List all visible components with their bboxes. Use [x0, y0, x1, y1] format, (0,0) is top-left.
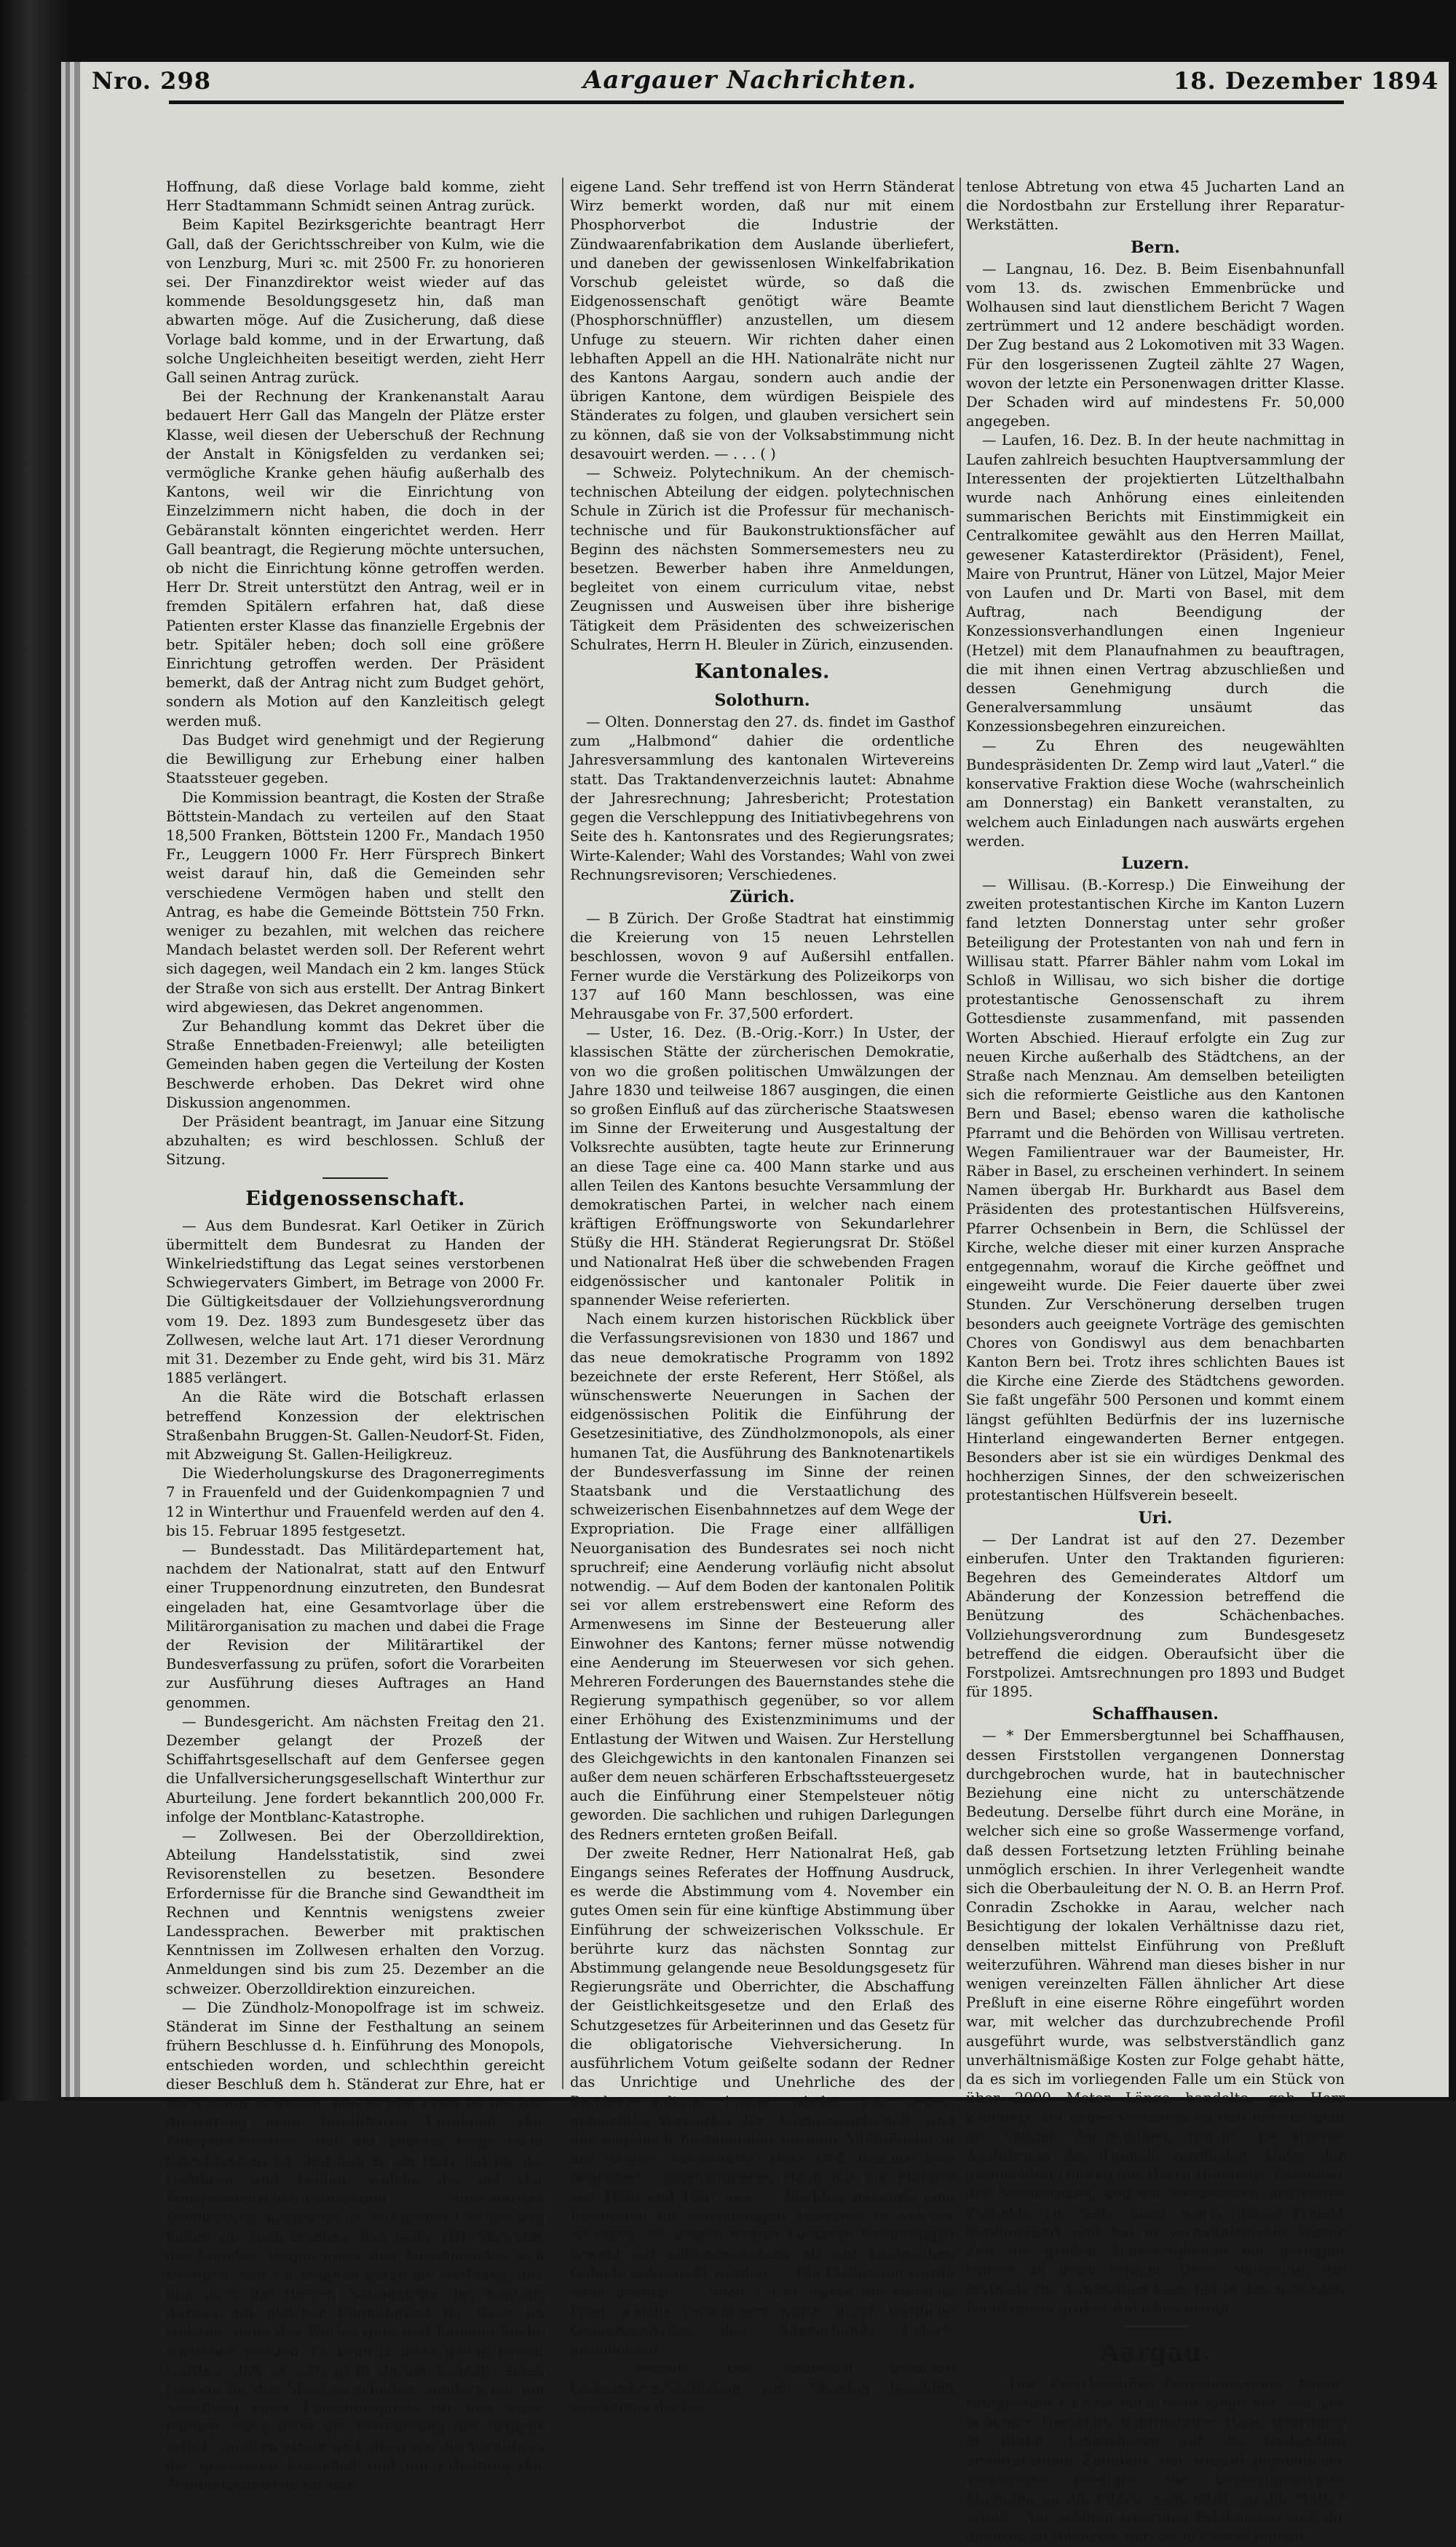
column-divider-1	[562, 178, 563, 2089]
paragraph: Nach einem kurzen historischen Rückblick über die Verfassungsrevisionen von 1830 und 1867 und das neue demokratische Programm von 1892 bezeichnete der erste Referent, Herr Stößel, als wünschenswerte Neuerungen in Sachen der eidgenössischen Politik die Einführung der Gesetzesinitiative, des Zündholzmonopols, als einer humanen Tat, die Ausführung des Banknotenartikels der Bundesverfassung im Sinne der reinen Staatsbank und die Verstaatlichung des schweizerischen Eisenbahnnetzes auf dem Wege der Expropriation. Die Frage einer allfälligen Neuorganisation des Bundesrates sei noch nicht spruchreif; eine Aenderung vorläufig nicht absolut notwendig. — Auf dem Boden der kantonalen Politik sei vor allem erstrebenswert eine Reform des Armenwesens im Sinne der Besteuerung aller Einwohner des Kantons; ferner müsse notwendig eine Aenderung im Steuerwesen vor sich gehen. Mehreren Forderungen des Bauernstandes stehe die Regierung sympathisch gegenüber, so vor allem einer Erhöhung des Existenzminimums und der Entlastung der Witwen und Waisen. Zur Herstellung des Gleichgewichts in den kantonalen Finanzen sei außer dem neuen schärferen Erbschaftssteuergesetz auch die Einführung einer Stempelsteuer nötig geworden. Die sachlichen und ruhigen Darlegungen des Redners ernteten großen Beifall.	[570, 1311, 954, 1843]
paragraph: — Der Bezirksschüler-Tierschutzverein Aarau. (Eingesandt.) Es ist noch nicht lange her, seit der populäre Tierschutz-Schriftsteller Hans Behringer in Berlin, hingewiesen auf die beständige erschreckende Zunahme der Anzahl jugendlicher Verbrecher predigte, die beherzigenswerte Mahnung an die Eltern, namentlich an die Mütter erließ: „Vor solchen traurigen Erlebnissen seid ihr dadurch zu schützen, daß ihr in's zarte Jugend-	[966, 2375, 1345, 2546]
paragraph: — Bundesstadt. Das Militärdepartement hat, nachdem der Nationalrat, statt auf den Entwurf einer Truppenordnung einzutreten, den Bundesrat eingeladen hat, eine Gesamtvorlage über die Militärorganisation zu machen und dabei die Frage der Revision der Militärartikel der Bundesverfassung zu prüfen, sofort die Vorarbeiten zur Ausführung dieses Auftrages an Hand genommen.	[166, 1541, 545, 1711]
paragraph: — Olten. Donnerstag den 27. ds. findet im Gasthof zum „Halbmond“ dahier die ordentliche Jahresversammlung des kantonalen Wirtevereins statt. Das Traktandenverzeichnis lautet: Abnahme der Jahresrechnung; Jahresbericht; Protestation gegen die Verschleppung des Initiativbegehrens von Seite des h. Kantonsrates und des Regierungsrates; Wirte-Kalender; Wahl des Vorstandes; Wahl von zwei Rechnungsrevisoren; Verschiedenes.	[570, 714, 954, 883]
paragraph: Das Budget wird genehmigt und der Regierung die Bewilligung zur Erhebung einer halben Staatssteuer gegeben.	[166, 731, 545, 787]
paragraph: — Langnau, 16. Dez. B. Beim Eisenbahnunfall vom 13. ds. zwischen Emmenbrücke und Wolhausen sind laut dienstlichem Bericht 7 Wagen zertrümmert und 12 andere beschädigt worden. Der Zug bestand aus 2 Lokomotiven mit 33 Wagen. Für den losgerissenen Zugteil zählte 27 Wagen, wovon der letzte ein Personenwagen dritter Klasse. Der Schaden wird auf mindestens Fr. 50,000 angegeben.	[966, 260, 1345, 430]
paragraph: Die Kommission beantragt, die Kosten der Straße Böttstein-Mandach zu verteilen auf den Staat 18,500 Franken, Böttstein 1200 Fr., Mandach 1950 Fr., Leuggern 1000 Fr. Herr Fürsprech Binkert weist darauf hin, daß die Gemeinden sehr verschiedene Vermögen haben und stellt den Antrag, es habe die Gemeinde Böttstein 750 Frkn. weniger zu bezahlen, mit welchen das reichere Mandach belastet werden soll. Der Referent wehrt sich dagegen, weil Mandach ein 2 km. langes Stück der Straße von sich aus erstellt. Der Antrag Binkert wird abgewiesen, das Dekret angenommen.	[166, 789, 545, 1016]
paragraph: — Bundesgericht. Am nächsten Freitag den 21. Dezember gelangt der Prozeß der Schiffahrtsgesellschaft auf dem Genfersee gegen die Unfallversicherungsgesellschaft Winterthur zur Aburteilung. Jene fordert bekanntlich 200,000 Fr. infolge der Montblanc-Katastrophe.	[166, 1713, 545, 1825]
paragraph: tenlose Abtretung von etwa 45 Jucharten Land an die Nordostbahn zur Erstellung ihrer Reparatur-Werkstätten.	[966, 178, 1345, 234]
subheading-solothurn: Solothurn.	[714, 691, 810, 711]
column-3	[966, 178, 1345, 2546]
paragraph: Bei der Rechnung der Krankenanstalt Aarau bedauert Herr Gall das Mangeln der Plätze erster Klasse, weil diesen der Ueberschuß der Rechnung der Anstalt in Königsfelden zu verdanken sei; vermögliche Kranke gehen häufig außerhalb des Kantons, weil wir die Einrichtung von Einzelzimmern nicht haben, die doch in der Gebäranstalt könnten eingerichtet werden. Herr Gall beantragt, die Regierung möchte untersuchen, ob nicht die Einrichtung könne getroffen werden. Herr Dr. Streit unterstützt den Antrag, weil er in fremden Spitälern erfahren hat, daß diese Patienten erster Klasse das finanzielle Ergebnis der betr. Spitäler heben; doch soll eine größere Einrichtung getroffen werden. Der Präsident bemerkt, daß der Antrag nicht zum Budget gehört, sondern als Motion auf den Kanzleitisch gelegt werden muß.	[166, 388, 545, 730]
section-heading-aargau: Aargau.	[1099, 2337, 1211, 2367]
section-separator	[323, 1177, 388, 1179]
masthead-title: Aargauer Nachrichten.	[583, 66, 917, 95]
header-rule	[169, 100, 1344, 104]
subheading-bern: Bern.	[1131, 237, 1180, 257]
paragraph: — Aus dem Bundesrat. Karl Oetiker in Zürich übermittelt dem Bundesrat zu Handen der Winkelriedstiftung das Legat seines verstorbenen Schwiegervaters Gimbert, im Betrage von 2000 Fr. Die Gültigkeitsdauer der Vollziehungsverordnung vom 19. Dez. 1893 zum Bundesgesetz über das Zollwesen, welche laut Art. 171 dieser Verordnung mit 31. Dezember zu Ende geht, wird bis 31. März 1885 verlängert.	[166, 1217, 545, 1387]
subheading-luzern: Luzern.	[1121, 853, 1190, 873]
paragraph: — Laufen, 16. Dez. B. In der heute nachmittag in Laufen zahlreich besuchten Hauptversammlung der Interessenten der projektierten Lützelthalbahn wurde nach Anhörung eines einleitenden summarischen Berichts mit Einstimmigkeit ein Centralkomitee gewählt aus den Herren Maillat, gewesener Katasterdirektor (Präsident), Fenel, Maire von Pruntrut, Häner von Lützel, Major Meier von Laufen und Dr. Marti von Basel, mit dem Auftrag, nach Beendigung der Konzessionsverhandlungen einen Ingenieur (Hetzel) mit dem Planaufnahmen zu beauftragen, die mit ihnen einen Vertrag abzuschließen und dessen Genehmigung durch die Generalversammlung unsäumt das Konzessionsbegehren einzureichen.	[966, 432, 1345, 735]
subheading-uri: Uri.	[1138, 1508, 1173, 1528]
section-heading-eidgenossenschaft: Eidgenossenschaft.	[245, 1187, 465, 1210]
paragraph: eigene Land. Sehr treffend ist von Herrn Ständerat Wirz bemerkt worden, daß nur mit einem Phosphorverbot die Industrie der Zündwaarenfabrikation dem Auslande überliefert, und daneben der gewissenlosen Winkelfabrikation Vorschub geleistet würde, so daß die Eidgenossenschaft genötigt wäre Beamte (Phosphorschnüffler) anzustellen, um diesem Unfuge zu steuern. Wir richten daher einen lebhaften Appell an die HH. Nationalräte nicht nur des Kantons Aargau, sondern auch andie der übrigen Kantone, dem würdigen Beispiele des Ständerates zu folgen, und glauben versichert sein zu können, daß sie von der Volksabstimmung nicht desavouirt werden. — . . . ( )	[570, 178, 954, 462]
subheading-schaffhausen: Schaffhausen.	[1092, 1705, 1219, 1724]
paragraph: Hoffnung, daß diese Vorlage bald komme, zieht Herr Stadtammann Schmidt seinen Antrag zurück.	[166, 178, 545, 215]
column-divider-2	[960, 178, 961, 2089]
paragraph: Der zweite Redner, Herr Nationalrat Heß, gab Eingangs seines Referates der Hoffnung Ausdruck, es werde die Abstimmung vom 4. November ein gutes Omen sein für eine künftige Abstimmung über Einführung der schweizerischen Volksschule. Er berührte kurz das nächsten Sonntag zur Abstimmung gelangende neue Besoldungsgesetz für Regierungsräte und Oberrichter, die Abschaffung der Geistlichkeitsgesetze und den Erlaß des Schutzgesetzes für Arbeiterinnen und das Gesetz für die obligatorische Viehversicherung. In ausführlichem Votum geißelte sodann der Redner das Unrichtige und Unehrliche des der Bundesverwaltung immer wieder von neuem gemachten Vorwurfes der „Lumpenwirtschaft“ und der angeblich bestehenden übrigen Mißbräuche in der eidgen. Verwaltung. Herr Heß brachte sein begeistert aufgenommenes Hoch auf die Männer von 1830 und 1867 aus. — Nachher gelangte eine Resolution zur einstimmigen Annahme, in welcher im Sinne der beiden Redner vielfache Forderungen sowohl auf eidgenössischem als auf kantonalem Gebiete aufgestellt werden. — Die Diskussion wurde nicht benützt. — Nach 7 Uhr wurde die einfache Feier, welche verschönert wurde durch treffliche Gesangsvorträge des „Sängerbunds Uster“, geschlossen.	[570, 1844, 954, 2358]
paragraph: — Bülach. Die zahlreich besuchte Gemeindeversammlung vom Sonntag beschloß einstimmig die kos-	[570, 2360, 954, 2415]
paragraph: Der Präsident beantragt, im Januar eine Sitzung abzuhalten; es wird beschlossen. Schluß der Sitzung.	[166, 1113, 545, 1169]
paragraph: — Zu Ehren des neugewählten Bundespräsidenten Dr. Zemp wird laut „Vaterl.“ die konservative Fraktion diese Woche (wahrscheinlich am Donnerstag) ein Bankett veranstalten, zu welchem auch Einladungen nach auswärts ergehen werden.	[966, 737, 1345, 850]
paragraph: — Schweiz. Polytechnikum. An der chemisch-technischen Abteilung der eidgen. polytechnischen Schule in Zürich ist die Professur für mechanisch-technische und für Baukonstruktionsfächer auf Beginn des nächsten Sommersemesters neu zu besetzen. Bewerber haben ihre Anmeldungen, begleitet von einem curriculum vitae, nebst Zeugnissen und Ausweisen über ihre bisherige Tätigkeit dem Präsidenten des schweizerischen Schulrates, Herrn H. Bleuler in Zürich, einzusenden.	[570, 465, 954, 653]
column-1	[166, 178, 545, 2493]
paragraph: Zur Behandlung kommt das Dekret über die Straße Ennetbaden-Freienwyl; alle beteiligten Gemeinden haben gegen die Verteilung der Kosten Beschwerde erhoben. Das Dekret wird ohne Diskussion angenommen.	[166, 1017, 545, 1111]
issue-date: 18. Dezember 1894	[1174, 67, 1439, 95]
paragraph: — Zollwesen. Bei der Oberzolldirektion, Abteilung Handelsstatistik, sind zwei Revisorenstellen zu besetzen. Besondere Erfordernisse für die Branche sind Gewandtheit im Rechnen und Kenntnis wenigstens zweier Landessprachen. Bewerber mit praktischen Kenntnissen im Zollwesen erhalten den Vorzug. Anmeldungen sind bis zum 25. Dezember an die schweizer. Oberzolldirektion einzureichen.	[166, 1828, 545, 1997]
section-separator	[1123, 2326, 1188, 2327]
issue-number: Nro. 298	[92, 67, 211, 95]
paragraph: — Die Zündholz-Monopolfrage ist im schweiz. Ständerat im Sinne der Festhaltung an seinem frühern Beschlusse d. h. Einführung des Monopols, entschieden worden, und schlechthin gereicht dieser Beschluß dem h. Ständerat zur Ehre, hat er doch damit bewiesen, daß es ihm Ernst ist mit der Ausrottung jener furchtbaren Krankheit, der Phosphor-Necrose, der auf anderm Wege nicht beizukommen ist, und daß er ein Herz hat für die Gefahren und Leiden, welche die mit der Phosphorhölzchen-Fabrikation beschäftigte Bevölkerung ausgesetzt ist. Mit größer Genugtuung haben wir auch ersehen, daß beide HH. Vertreter des Standes Aargau unter den Annehmenden sich befinden, und wir knüpfen daran die Hoffnung, daß nun auch die Herren Nationalräte des Kantons Aargau mit gleicher Einmütigkeit für diese im vollsten Sinne des Wortes gute und humane Sache einstehen werden. Es kann ja nicht genug betont werden, daß es sich nicht darum handelt, einen Gewinn für den Staat zu schaffen, sondern nur um Schaffung einer Einnahmsquelle für den Staat handelt, auch nicht um Verteuerung des Artikels selbst, sondern einzig und allein um die Verhütung der genannten Krankheit und um Erhaltung der Zündholzindustrie für das	[166, 1999, 545, 2493]
paragraph: — B Zürich. Der Große Stadtrat hat einstimmig die Kreierung von 15 neuen Lehrstellen beschlossen, wovon 9 auf Außersihl entfallen. Ferner wurde die Verstärkung des Polizeikorps von 137 auf 160 Mann beschlossen, was eine Mehrausgabe von Fr. 37,500 erfordert.	[570, 909, 954, 1022]
paragraph: An die Räte wird die Botschaft erlassen betreffend Konzession der elektrischen Straßenbahn Bruggen-St. Gallen-Neudorf-St. Fiden, mit Abzweigung St. Gallen-Heiligkreuz.	[166, 1389, 545, 1463]
paragraph: — Der Landrat ist auf den 27. Dezember einberufen. Unter den Traktanden figurieren: Begehren des Gemeinderates Altdorf um Abänderung der Konzession betreffend die Benützung des Schächenbaches. Vollziehungsverordnung zum Bundesgesetz betreffend die eidgen. Oberaufsicht über die Forstpolizei. Amtsrechnungen pro 1893 und Budget für 1895.	[966, 1531, 1345, 1701]
paragraph: Beim Kapitel Bezirksgerichte beantragt Herr Gall, daß der Gerichtsschreiber von Kulm, wie die von Lenzburg, Muri ꝛc. mit 2500 Fr. zu honorieren sei. Der Finanzdirektor weist wieder auf das kommende Besoldungsgesetz hin, daß man abwarten möge. Auf die Zusicherung, daß diese Vorlage bald komme, und in der Erwartung, daß solche Ungleichheiten beseitigt werden, zieht Herr Gall seinen Antrag zurück.	[166, 216, 545, 387]
paragraph: — Uster, 16. Dez. (B.-Orig.-Korr.) In Uster, der klassischen Stätte der zürcherischen Demokratie, von wo die großen politischen Umwälzungen der Jahre 1830 und teilweise 1867 ausgingen, die einen so großen Einfluß auf das zürcherische Staatswesen im Sinne der Erweiterung und Ausgestaltung der Volksrechte ausübten, tagte heute zur Erinnerung an diese Tage eine ca. 400 Mann starke und aus allen Teilen des Kantons besuchte Versammlung der demokratischen Partei, in welcher nach einem kräftigen Eröffnungsworte von Sekundarlehrer Stüßy die HH. Ständerat Regierungsrat Dr. Stößel und Nationalrat Heß über die schwebenden Fragen eidgenössischer und kantonaler Politik in spannender Weise referierten.	[570, 1024, 954, 1308]
paragraph: Die Wiederholungskurse des Dragonerregiments 7 in Frauenfeld und der Guidenkompagnien 7 und 12 in Winterthur und Frauenfeld werden auf den 4. bis 15. Februar 1895 festgesetzt.	[166, 1465, 545, 1539]
paragraph: — Willisau. (B.-Korresp.) Die Einweihung der zweiten protestantischen Kirche im Kanton Luzern fand letzten Donnerstag unter sehr großer Beteiligung der Protestanten von nah und fern in Willisau statt. Pfarrer Bähler nahm vom Lokal im Schloß in Willisau, wo sich bisher die dortige protestantische Genossenschaft zu ihrem Gottesdienste zusammenfand, mit passenden Worten Abschied. Hierauf erfolgte ein Zug zur neuen Kirche außerhalb des Städtchens, an der Straße nach Menznau. Am demselben beteiligten sich die reformierte Geistliche aus den Kantonen Bern und Basel; ebenso waren die katholische Pfarramt und die Behörden von Willisau vertreten. Wegen Familientrauer war der Baumeister, Hr. Räber in Basel, zu erscheinen verhindert. In seinem Namen übergab Hr. Burkhardt aus Basel dem Präsidenten des protestantischen Hülfsvereins, Pfarrer Ochsenbein in Bern, die Schlüssel der Kirche, welche dieser mit einer kurzen Ansprache entgegennahm, worauf die Kirche geöffnet und eingeweiht wurde. Die Feier dauerte über zwei Stunden. Zur Verschönerung derselben trugen besonders auch geeignete Vorträge des gemischten Chores von Gondiswyl aus dem benachbarten Kanton Bern bei. Trotz ihres schlichten Baues ist die Kirche eine Zierde des Städtchens geworden. Sie faßt ungefähr 500 Personen und kommt einem längst gefühlten Bedürfnis der ins luzernische Hinterland eingewanderten Berner entgegen. Besonders aber ist sie ein würdiges Denkmal des hochherzigen Sinnes, der den schweizerischen protestantischen Hülfsverein beseelt.	[966, 876, 1345, 1504]
subheading-zuerich: Zürich.	[729, 887, 795, 907]
paragraph: — * Der Emmersbergtunnel bei Schaffhausen, dessen Firststollen vergangenen Donnerstag durchgebrochen wurde, hat in bautechnischer Beziehung eine nicht zu unterschätzende Bedeutung. Derselbe führt durch eine Moräne, in welcher sich eine so große Wassermenge vorfand, daß dessen Fortsetzung letzten Frühling beinahe unmöglich erschien. In ihrer Verlegenheit wandte sich die Oberbauleitung der N. O. B. an Herrn Prof. Conradin Zschokke in Aarau, welcher nach Besichtigung der lokalen Verhältnisse dazu riet, denselben mittelst Einführung von Preßluft weiterzuführen. Während man dieses bisher in nur wenigen vereinzelten Fällen ähnlicher Art diese Preßluft in eine eiserne Röhre eingeführt worden war, mit welcher das durchzubrechende Profil ausgeführt wurde, was selbstverständlich ganz unverhältnismäßige Kosten zur Folge gehabt hätte, da es sich im vorliegenden Falle um ein Stück von über 2000 Meter Länge handelte, gab Herr Zschokke ein neues Verfahren an und lieferte dazu die nötigen Zeichnungen, welche die eiserne Ausführung des Tunnels vermieden. Unter der geschickten Leitung des Herrn Hennings, Ingenieur der Nordostbahn, und der Werkmeister des Herrn Zschokke zur Seite stand, wurde dieses Projekt durchgeführt und hat in verhältnismäßig kurzer Zeit die großen Schwierigkeiten mit geringen Opfern zu lösen erlaubt. Diese Neuerung, die erstmals zur Anwendung kam, hat in den weitesten Fachkreisen großes Aufsehen erregt.	[966, 1727, 1345, 2317]
column-2	[570, 178, 954, 2415]
section-heading-kantonales: Kantonales.	[695, 660, 830, 684]
